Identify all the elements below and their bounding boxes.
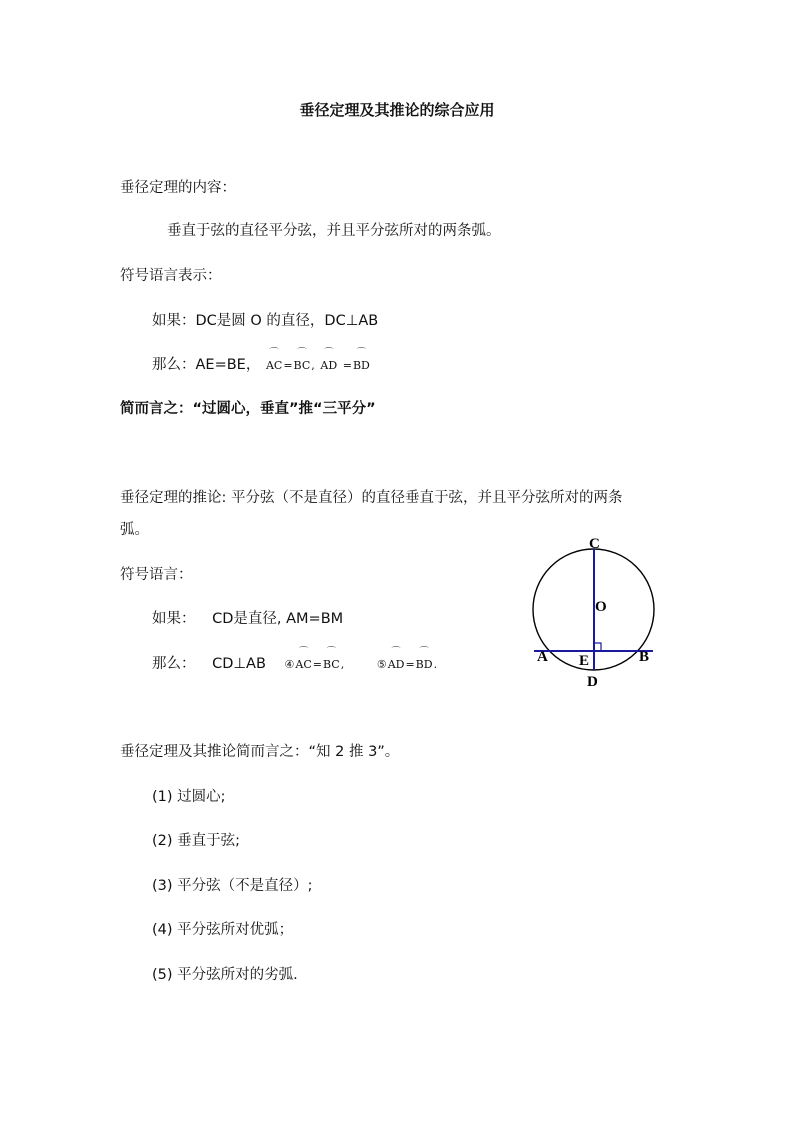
equals-sign: = — [342, 359, 352, 372]
if-content: CD是直径, AM=BM — [212, 611, 344, 627]
if-label: 如果： — [152, 611, 196, 627]
theorem-content: 垂直于弦的直径平分弦，并且平分弦所对的两条弧。 — [167, 223, 501, 239]
summary-heading: 垂径定理及其推论简而言之：“知 2 推 3”。 — [120, 744, 400, 760]
arc-mark-icon: ⌒ — [297, 348, 307, 358]
arc-mark-icon: ⌒ — [324, 348, 334, 358]
comma: , — [340, 658, 345, 671]
comma: , — [311, 359, 315, 372]
arc-mark-icon: ⌒ — [326, 647, 336, 657]
list-item: (5) 平分弦所对的劣弧. — [152, 967, 298, 983]
arc-ad: ⌒ AD — [387, 647, 405, 671]
arc-mark-icon: ⌒ — [299, 647, 309, 657]
label-b: B — [639, 649, 650, 665]
label-e: E — [579, 653, 590, 669]
equals-sign: = — [405, 658, 415, 671]
then-prefix: 那么：AE=BE， — [152, 357, 261, 373]
item-4-marker: ④ — [284, 658, 295, 671]
list-item: (2) 垂直于弦; — [152, 833, 241, 849]
theorem-symbol-heading: 符号语言表示： — [120, 268, 222, 284]
list-item: (1) 过圆心; — [152, 789, 226, 805]
corollary-line-2: 弧。 — [120, 522, 149, 538]
circle-diagram — [520, 530, 680, 695]
equals-sign: = — [312, 658, 322, 671]
corollary-line-1: 垂径定理的推论: 平分弦（不是直径）的直径垂直于弦，并且平分弦所对的两条 — [120, 490, 623, 506]
label-d: D — [587, 674, 598, 690]
arc-ac: ⌒ AC — [295, 647, 312, 671]
list-item: (3) 平分弦（不是直径）; — [152, 878, 313, 894]
label-a: A — [537, 649, 548, 665]
corollary-symbol-heading: 符号语言： — [120, 567, 193, 583]
arc-ad: ⌒ AD — [320, 348, 338, 372]
arc-mark-icon: ⌒ — [356, 348, 366, 358]
arc-mark-icon: ⌒ — [269, 348, 279, 358]
label-o: O — [595, 599, 607, 615]
arc-ac: ⌒ AC — [265, 348, 283, 372]
corollary-then-line — [152, 647, 438, 675]
arc-bc: ⌒ BC — [293, 348, 311, 372]
equals-sign: = — [283, 359, 293, 372]
theorem-summary: 简而言之：“过圆心，垂直”推“三平分” — [120, 401, 376, 417]
arc-mark-icon: ⌒ — [391, 647, 401, 657]
corollary-if-line — [152, 609, 343, 629]
item-5-marker: ⑤ — [376, 658, 387, 671]
arc-mark-icon: ⌒ — [419, 647, 429, 657]
arc-bc: ⌒ BC — [322, 647, 340, 671]
theorem-if-line: 如果：DC是圆 O 的直径，DC⊥AB — [152, 313, 379, 329]
page-title: 垂径定理及其推论的综合应用 — [299, 101, 495, 119]
theorem-heading: 垂径定理的内容： — [120, 180, 236, 196]
period: . — [433, 658, 438, 671]
theorem-then-line — [152, 348, 371, 376]
list-item: (4) 平分弦所对优弧； — [152, 922, 294, 938]
then-label: 那么： — [152, 656, 196, 672]
label-c: C — [589, 536, 600, 552]
arc-bd: ⌒ BD — [415, 647, 433, 671]
then-content: CD⊥AB — [212, 656, 266, 672]
arc-bd: ⌒ BD — [352, 348, 370, 372]
right-angle-mark — [594, 643, 601, 651]
